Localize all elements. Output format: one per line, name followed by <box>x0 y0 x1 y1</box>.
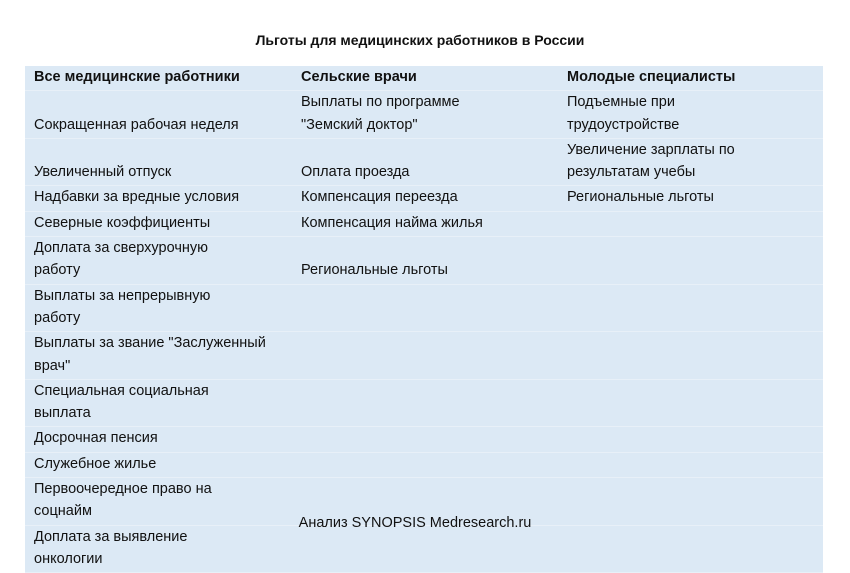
table-cell: Служебное жилье <box>25 452 292 477</box>
table-row <box>25 452 823 477</box>
table-cell: Выплаты за непрерывную работу <box>25 284 292 332</box>
table-row <box>25 379 823 427</box>
header-all-workers: Все медицинские работники <box>25 66 292 91</box>
table-cell <box>558 211 823 236</box>
table-cell: Оплата проезда <box>292 138 558 186</box>
table-cell <box>558 525 823 573</box>
table-cell <box>558 237 823 285</box>
table-row <box>25 138 823 186</box>
table-row <box>25 427 823 452</box>
table-row <box>25 525 823 573</box>
table-cell <box>292 284 558 332</box>
table-cell: Северные коэффициенты <box>25 211 292 236</box>
table-cell: Досрочная пенсия <box>25 427 292 452</box>
table-cell <box>558 332 823 380</box>
table-cell: Региональные льготы <box>558 186 823 211</box>
table-cell <box>558 427 823 452</box>
table-cell: Выплаты за звание "Заслуженный врач" <box>25 332 292 380</box>
table-cell: Компенсация переезда <box>292 186 558 211</box>
table-cell: Доплата за сверхурочную работу <box>25 237 292 285</box>
table-cell <box>558 284 823 332</box>
table-cell: Доплата за выявление онкологии <box>25 525 292 573</box>
table-header-row <box>25 66 823 91</box>
table-cell: Увеличенный отпуск <box>25 138 292 186</box>
table-cell: Увеличение зарплаты по результатам учебы <box>558 138 823 186</box>
table-row <box>25 211 823 236</box>
header-rural-doctors: Сельские врачи <box>292 66 558 91</box>
table-cell <box>292 332 558 380</box>
table-cell <box>292 452 558 477</box>
benefits-table <box>25 66 823 573</box>
table-cell: Подъемные при трудоустройстве <box>558 91 823 139</box>
table-cell: Первоочередное право на соцнайм <box>25 478 292 526</box>
table-row <box>25 284 823 332</box>
table-cell: Региональные льготы <box>292 237 558 285</box>
table-cell: Сокращенная рабочая неделя <box>25 91 292 139</box>
table-cell <box>292 379 558 427</box>
table-cell: Надбавки за вредные условия <box>25 186 292 211</box>
table-row <box>25 237 823 285</box>
table-cell <box>292 525 558 573</box>
table-cell: Специальная социальная выплата <box>25 379 292 427</box>
table-cell: Выплаты по программе "Земский доктор" <box>292 91 558 139</box>
table-cell <box>558 452 823 477</box>
table-cell: Компенсация найма жилья <box>292 211 558 236</box>
table-row <box>25 186 823 211</box>
page-title: Льготы для медицинских работников в России <box>255 32 585 48</box>
table-row <box>25 332 823 380</box>
table-cell <box>558 379 823 427</box>
table-cell <box>292 427 558 452</box>
source-caption: Анализ SYNOPSIS Medresearch.ru <box>298 515 532 531</box>
table-row <box>25 91 823 139</box>
header-young-specialists: Молодые специалисты <box>558 66 823 91</box>
